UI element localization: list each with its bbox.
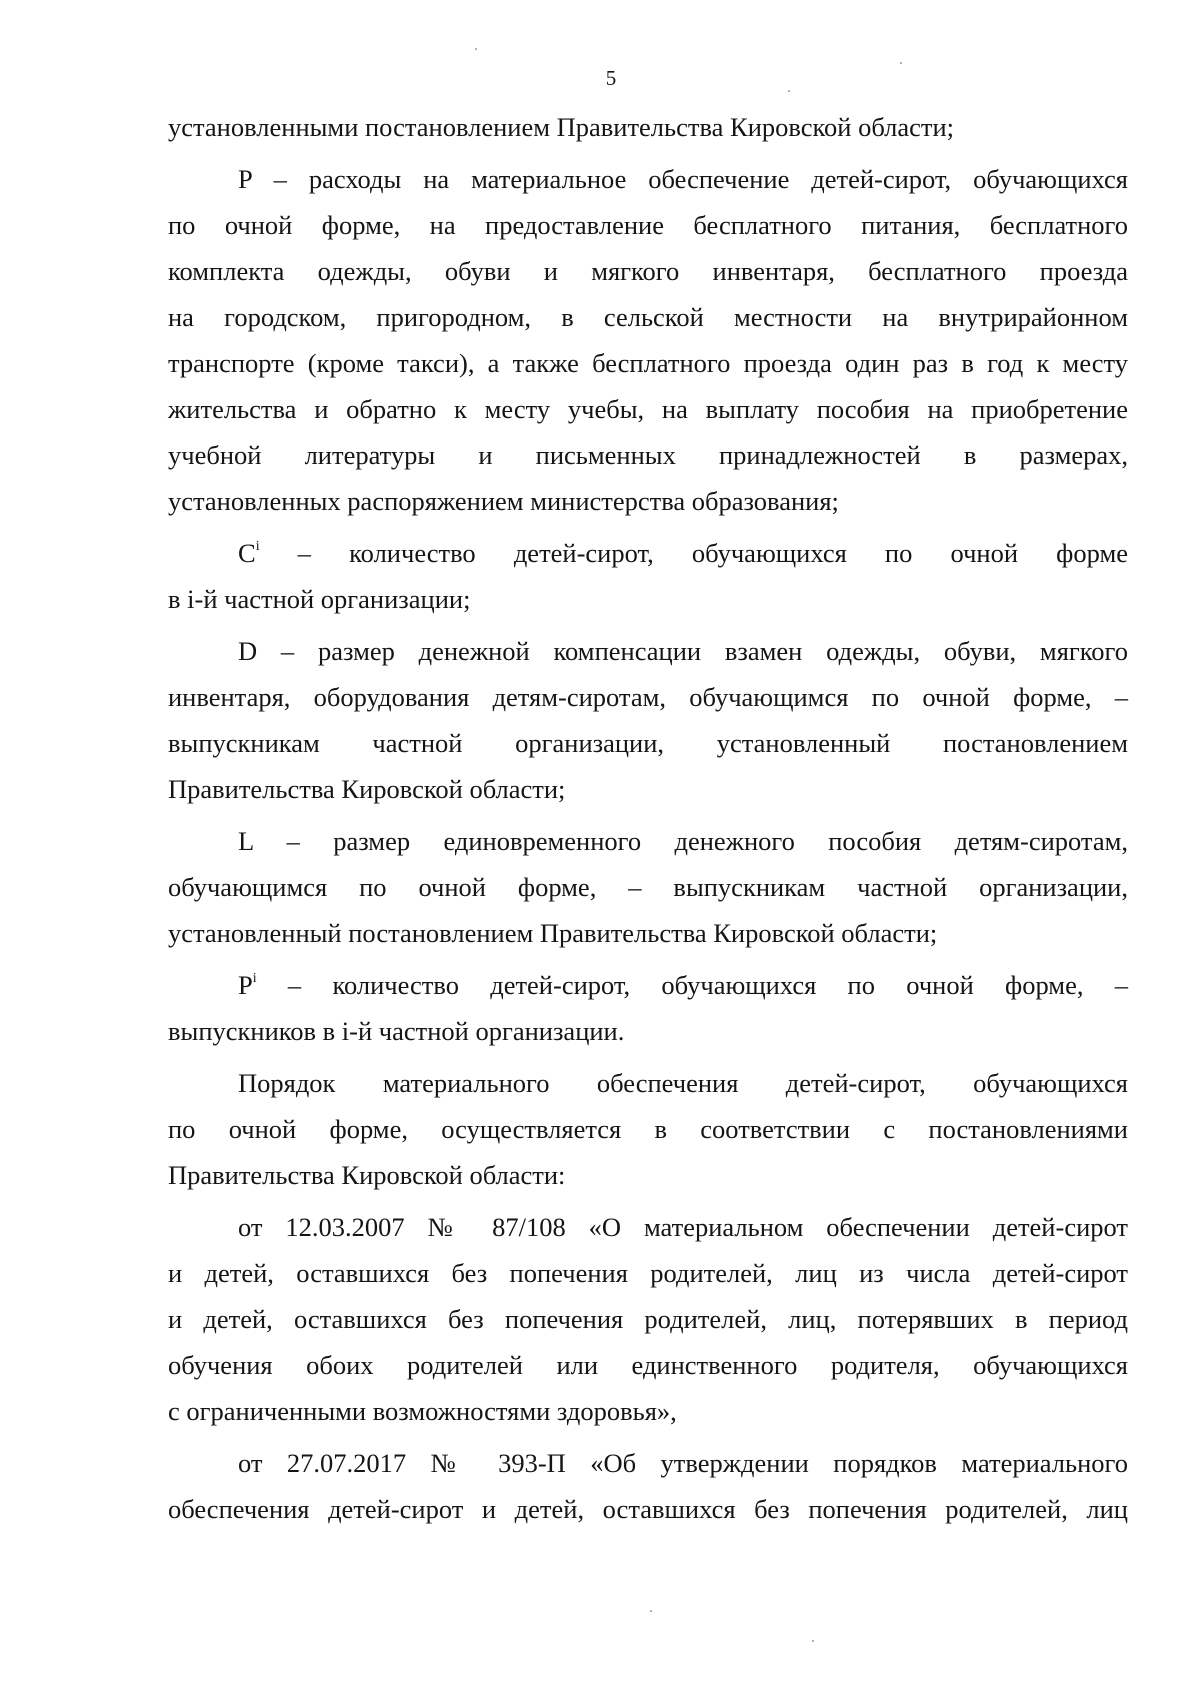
scan-speck <box>788 90 790 92</box>
body-text <box>168 104 1128 1532</box>
text-line: установленными постановлением Правительства Кировской области; <box>168 112 955 142</box>
text-line: Правительства Кировской области; <box>168 774 566 804</box>
text-line: установленный постановлением Правительства Кировской области; <box>168 918 938 948</box>
text-line: и детей, оставшихся без попечения родителей, лиц из числа детей-сирот <box>168 1258 1128 1288</box>
line-rest: – количество детей-сирот, обучающихся по очной форме <box>259 538 1128 568</box>
line-rest: – количество детей-сирот, обучающихся по очной форме, – <box>256 970 1128 1000</box>
text-line: жительства и обратно к месту учебы, на выплату пособия на приобретение <box>168 394 1128 424</box>
variable-symbol: P <box>238 970 253 1000</box>
paragraph-first-line <box>168 962 1128 1008</box>
text-line: установленных распоряжением министерства образования; <box>168 486 839 516</box>
scan-speck <box>812 1640 814 1642</box>
paragraph-first-line <box>168 530 1128 576</box>
scan-speck <box>475 48 477 50</box>
text-line: выпускников в i-й частной организации. <box>168 1016 625 1046</box>
text-line: обучающимся по очной форме, – выпускникам частной организации, <box>168 872 1128 902</box>
scan-speck <box>900 62 902 64</box>
text-line: по очной форме, на предоставление бесплатного питания, бесплатного <box>168 210 1128 240</box>
text-line: и детей, оставшихся без попечения родителей, лиц, потерявших в период <box>168 1304 1128 1334</box>
text-line: комплекта одежды, обуви и мягкого инвентаря, бесплатного проезда <box>168 256 1128 286</box>
text-line: по очной форме, осуществляется в соответствии с постановлениями <box>168 1114 1128 1144</box>
text-line: с ограниченными возможностями здоровья», <box>168 1396 677 1426</box>
text-line: в i-й частной организации; <box>168 584 471 614</box>
paragraph-first-line: от 27.07.2017 № 393-П «Об утверждении порядков материального <box>238 1448 1128 1478</box>
text-line: обучения обоих родителей или единственного родителя, обучающихся <box>168 1350 1128 1380</box>
variable-symbol: C <box>238 538 256 568</box>
text-line: инвентаря, оборудования детям-сиротам, обучающимся по очной форме, – <box>168 682 1128 712</box>
paragraph-first-line: D – размер денежной компенсации взамен одежды, обуви, мягкого <box>238 636 1128 666</box>
text-line: обеспечения детей-сирот и детей, оставшихся без попечения родителей, лиц <box>168 1494 1128 1524</box>
paragraph-first-line: L – размер единовременного денежного пособия детям-сиротам, <box>238 826 1128 856</box>
page-number: 5 <box>605 66 617 90</box>
variable-superscript: i <box>252 971 257 986</box>
text-line: на городском, пригородном, в сельской местности на внутрирайонном <box>168 302 1128 332</box>
text-line: учебной литературы и письменных принадлежностей в размерах, <box>168 440 1128 470</box>
text-line: Правительства Кировской области: <box>168 1160 566 1190</box>
paragraph-first-line: от 12.03.2007 № 87/108 «О материальном обеспечении детей-сирот <box>238 1212 1128 1242</box>
paragraph-first-line: P – расходы на материальное обеспечение детей-сирот, обучающихся <box>238 164 1128 194</box>
text-line: транспорте (кроме такси), а также бесплатного проезда один раз в год к месту <box>168 348 1128 378</box>
scan-speck <box>650 1610 652 1612</box>
paragraph-first-line: Порядок материального обеспечения детей-сирот, обучающихся <box>238 1068 1128 1098</box>
text-line: выпускникам частной организации, установленный постановлением <box>168 728 1128 758</box>
variable-superscript: i <box>255 539 260 554</box>
